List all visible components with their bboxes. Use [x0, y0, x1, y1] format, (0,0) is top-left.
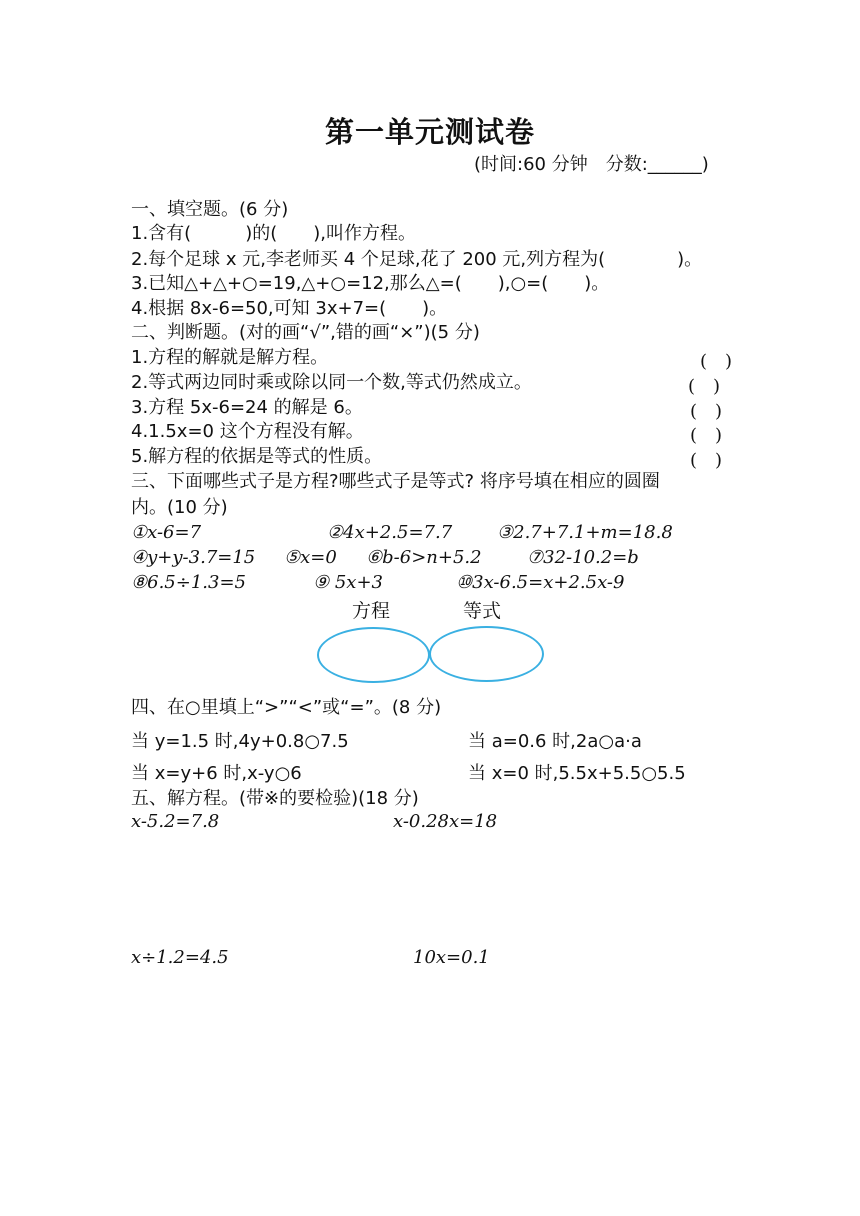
- answer-paren-5[interactable]: ( ): [690, 450, 723, 471]
- compare-item-1: 当 y=1.5 时,4y+0.8○7.5: [131, 731, 349, 752]
- section1-item-4: 4.根据 8x-6=50,可知 3x+7=( )。: [131, 298, 448, 319]
- expr-10: ⑩3x-6.5=x+2.5x-9: [456, 572, 625, 593]
- section2-item-5: 5.解方程的依据是等式的性质。: [131, 446, 383, 467]
- compare-item-4: 当 x=0 时,5.5x+5.5○5.5: [468, 763, 686, 784]
- solve-item-2: x-0.28x=18: [393, 811, 498, 832]
- section2-item-3: 3.方程 5x-6=24 的解是 6。: [131, 397, 363, 418]
- expr-4: ④y+y-3.7=15: [131, 547, 256, 568]
- section3-heading-line1: 三、下面哪些式子是方程?哪些式子是等式? 将序号填在相应的圆圈: [131, 471, 660, 492]
- time-score-line: (时间:60 分钟 分数:______): [474, 154, 709, 175]
- section2-heading: 二、判断题。(对的画“√”,错的画“×”)(5 分): [131, 322, 480, 343]
- compare-item-3: 当 x=y+6 时,x-y○6: [131, 763, 302, 784]
- compare-item-2: 当 a=0.6 时,2a○a·a: [468, 731, 642, 752]
- label-equation: 方程: [352, 600, 391, 622]
- solve-item-1: x-5.2=7.8: [131, 811, 220, 832]
- section2-item-2: 2.等式两边同时乘或除以同一个数,等式仍然成立。: [131, 372, 532, 393]
- section2-item-1: 1.方程的解就是解方程。: [131, 347, 329, 368]
- equation-ellipse[interactable]: [317, 627, 430, 683]
- section1-heading: 一、填空题。(6 分): [131, 199, 289, 220]
- expr-7: ⑦32-10.2=b: [527, 547, 639, 568]
- section1-item-3: 3.已知△+△+○=19,△+○=12,那么△=( ),○=( )。: [131, 273, 610, 294]
- section5-heading: 五、解方程。(带※的要检验)(18 分): [131, 788, 419, 809]
- solve-item-3: x÷1.2=4.5: [131, 947, 229, 968]
- answer-paren-3[interactable]: ( ): [690, 401, 723, 422]
- answer-paren-2[interactable]: ( ): [688, 376, 721, 397]
- section2-item-4: 4.1.5x=0 这个方程没有解。: [131, 421, 364, 442]
- equality-ellipse[interactable]: [429, 626, 544, 682]
- section3-heading-line2: 内。(10 分): [131, 497, 228, 518]
- label-equality: 等式: [463, 600, 502, 622]
- section4-heading: 四、在○里填上“>”“<”或“=”。(8 分): [131, 697, 442, 718]
- expr-8: ⑧6.5÷1.3=5: [131, 572, 247, 593]
- section1-item-1: 1.含有( )的( ),叫作方程。: [131, 223, 416, 244]
- expr-1: ①x-6=7: [131, 522, 202, 543]
- section1-item-2: 2.每个足球 x 元,李老师买 4 个足球,花了 200 元,列方程为( )。: [131, 249, 703, 270]
- expr-6: ⑥b-6>n+5.2: [366, 547, 482, 568]
- solve-item-4: 10x=0.1: [413, 947, 490, 968]
- answer-paren-4[interactable]: ( ): [690, 425, 723, 446]
- expr-2: ②4x+2.5=7.7: [327, 522, 453, 543]
- expr-5: ⑤x=0: [284, 547, 337, 568]
- expr-3: ③2.7+7.1+m=18.8: [497, 522, 673, 543]
- expr-9: ⑨ 5x+3: [313, 572, 383, 593]
- answer-paren-1[interactable]: ( ): [700, 351, 733, 372]
- page-title: 第一单元测试卷: [324, 115, 535, 149]
